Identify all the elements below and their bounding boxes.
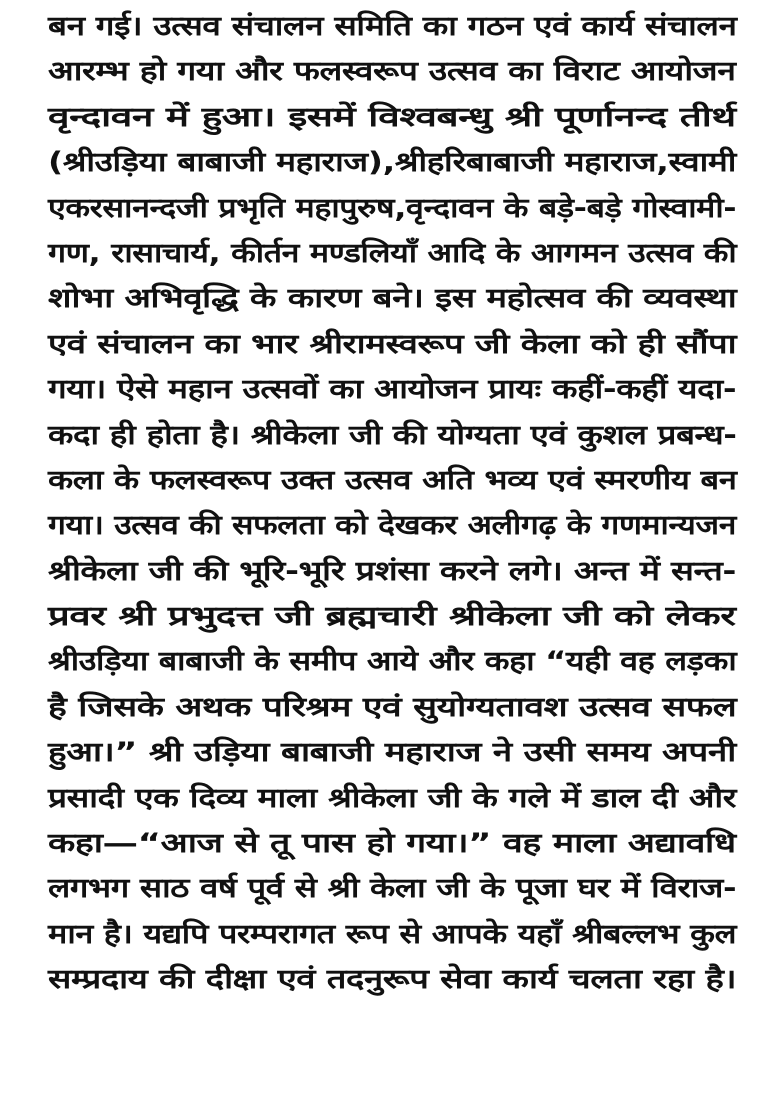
text-line: प्रसादी एक दिव्य माला श्रीकेला जी के गले में डाल दी और — [48, 782, 737, 814]
body-paragraph — [48, 4, 736, 1003]
text-line: गया। ऐसे महान उत्सवों का आयोजन प्रायः कहीं-कहीं यदा- — [48, 374, 737, 406]
text-line: श्रीउड़िया बाबाजी के समीप आये और कहा “यही वह लड़का — [48, 646, 737, 678]
text-line: श्रीकेला जी की भूरि-भूरि प्रशंसा करने लगे। अन्त में सन्त- — [48, 555, 737, 587]
text-line: एकरसानन्दजी प्रभृति महापुरुष,वृन्दावन के बड़े-बड़े गोस्वामी- — [48, 192, 737, 224]
text-line: कदा ही होता है। श्रीकेला जी की योग्यता एवं कुशल प्रबन्ध- — [48, 419, 737, 451]
text-line: है जिसके अथक परिश्रम एवं सुयोग्यतावश उत्सव सफल — [48, 691, 737, 723]
text-line: हुआ।” श्री उड़िया बाबाजी महाराज ने उसी समय अपनी — [48, 737, 736, 769]
text-line: गण, रासाचार्य, कीर्तन मण्डलियाँ आदि के आगमन उत्सव की — [48, 237, 737, 269]
text-line: प्रवर श्री प्रभुदत्त जी ब्रह्मचारी श्रीकेला जी को लेकर — [48, 601, 736, 633]
text-line: आरम्भ हो गया और फलस्वरूप उत्सव का विराट आयोजन — [48, 56, 736, 88]
text-line: कहा—“आज से तू पास हो गया।” वह माला अद्यावधि — [48, 828, 736, 860]
text-line: शोभा अभिवृद्धि के कारण बने। इस महोत्सव की व्यवस्था — [48, 283, 737, 315]
text-line: मान है। यद्यपि परम्परागत रूप से आपके यहाँ श्रीबल्लभ कुल — [48, 918, 737, 950]
text-line: कला के फलस्वरूप उक्त उत्सव अति भव्य एवं स्मरणीय बन — [48, 464, 737, 496]
text-line: एवं संचालन का भार श्रीरामस्वरूप जी केला को ही सौंपा — [48, 328, 737, 360]
text-line: वृन्दावन में हुआ। इसमें विश्वबन्धु श्री पूर्णानन्द तीर्थ — [48, 101, 736, 133]
text-line: गया। उत्सव की सफलता को देखकर अलीगढ़ के गणमान्यजन — [48, 510, 736, 542]
document-page — [48, 0, 736, 1108]
text-line: बन गई। उत्सव संचालन समिति का गठन एवं कार्य संचालन — [48, 11, 737, 42]
text-line: (श्रीउड़िया बाबाजी महाराज),श्रीहरिबाबाजी महाराज,स्वामी — [48, 147, 737, 179]
text-line: लगभग साठ वर्ष पूर्व से श्री केला जी के पूजा घर में विराज- — [48, 873, 737, 905]
text-line: सम्प्रदाय की दीक्षा एवं तदनुरूप सेवा कार्य चलता रहा है। — [48, 964, 737, 996]
